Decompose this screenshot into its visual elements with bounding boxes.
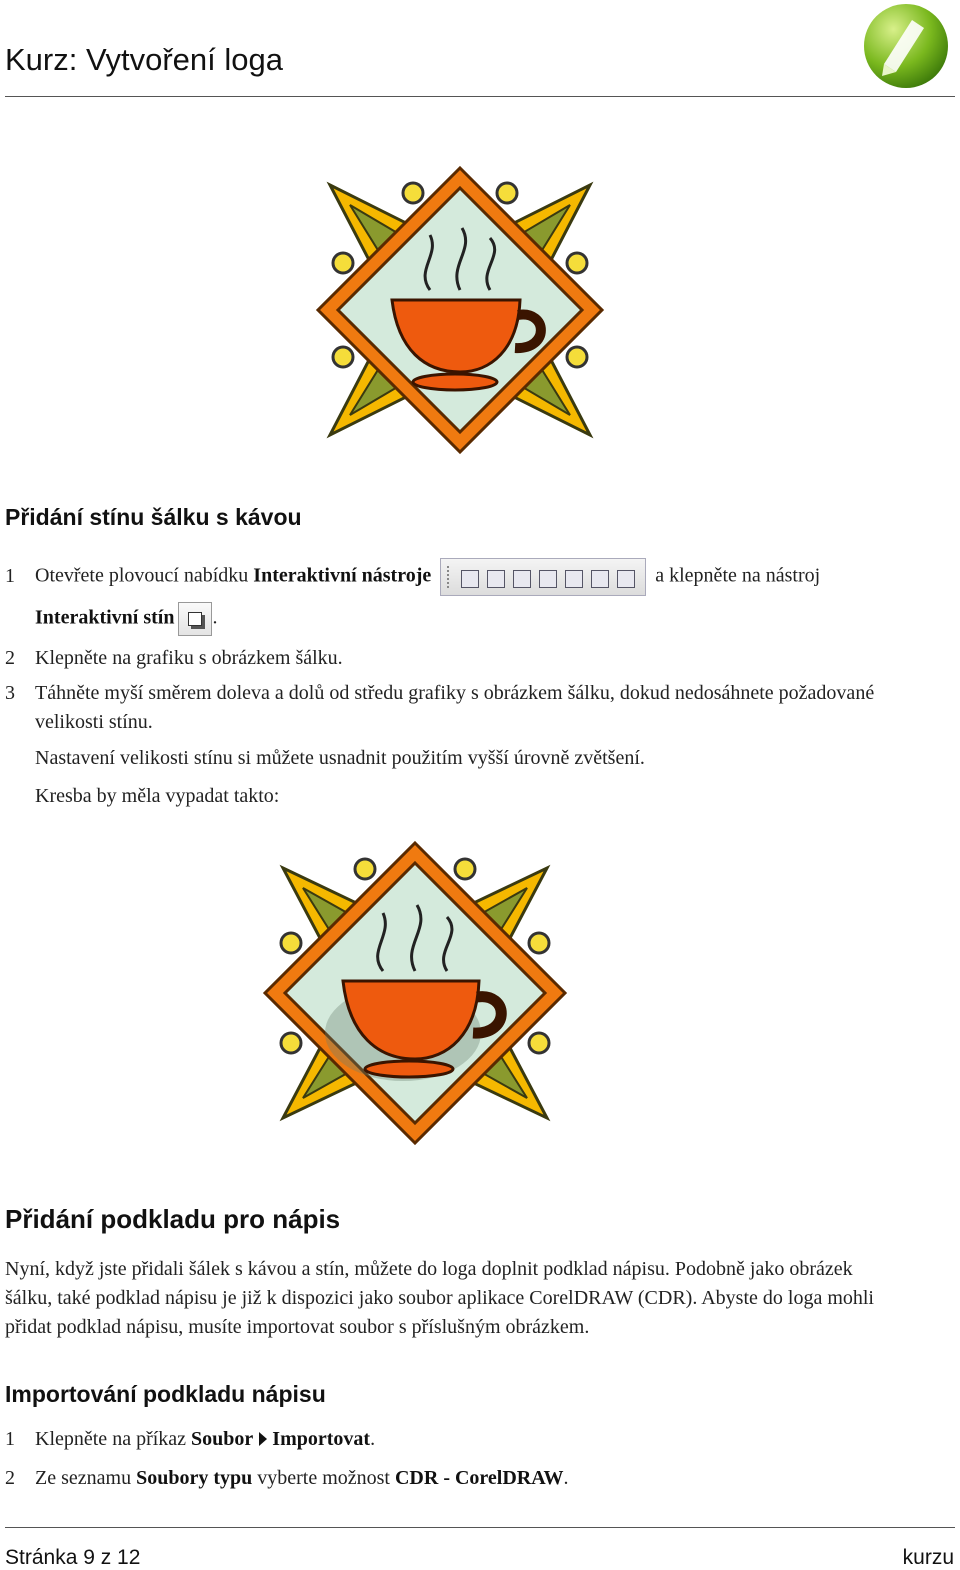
- contour-tool-icon[interactable]: [487, 570, 505, 588]
- interactive-shadow-tool-icon[interactable]: [178, 602, 212, 636]
- logo-illustration-after: [250, 835, 580, 1155]
- extrude-tool-icon[interactable]: [591, 570, 609, 588]
- footer-divider: [5, 1527, 955, 1528]
- transparency-tool-icon[interactable]: [617, 570, 635, 588]
- page-title: Kurz: Vytvoření loga: [5, 42, 283, 77]
- section-heading-shadow: Přidání stínu šálku s kávou: [5, 504, 302, 530]
- drop-shadow-tool-icon[interactable]: [539, 570, 557, 588]
- page-number: Stránka 9 z 12: [5, 1546, 141, 1569]
- step-2: 2 Klepněte na grafiku s obrázkem šálku.: [5, 647, 343, 669]
- step-3: 3 Táhněte myší směrem doleva a dolů od středu grafiky s obrázkem šálku, dokud nedosáhnete požadované velikosti stínu.: [5, 682, 875, 733]
- envelope-tool-icon[interactable]: [565, 570, 583, 588]
- import-step-2: 2 Ze seznamu Soubory typu vyberte možnost CDR - CorelDRAW.: [5, 1467, 569, 1489]
- footer-right-text: kurzu: [902, 1546, 954, 1569]
- logo-illustration-before: [300, 160, 620, 470]
- toolbar-grip-icon[interactable]: [447, 566, 453, 588]
- import-step-1: 1 Klepněte na příkaz Soubor Importovat.: [5, 1428, 376, 1450]
- header-divider: [5, 96, 955, 97]
- step-1-continued: Interaktivní stín .: [35, 602, 217, 636]
- step-1: 1 Otevřete plovoucí nabídku Interaktivní nástroje a klepněte na nástroj: [5, 558, 955, 596]
- tip-text: Nastavení velikosti stínu si můžete usnadnit použitím vyšší úrovně zvětšení.: [35, 747, 645, 769]
- section-heading-label-background: Přidání podkladu pro nápis: [5, 1204, 341, 1234]
- section-heading-import: Importování podkladu nápisu: [5, 1381, 326, 1407]
- menu-arrow-icon: [259, 1432, 267, 1446]
- section2-paragraph: Nyní, když jste přidali šálek s kávou a stín, můžete do loga doplnit podklad nápisu. Podobně jako obrázek šálku, také podklad nápisu je již k dispozici jako soubor aplikace CorelDRAW (CDR). Abyste do loga mohli přidat podklad nápisu, musíte importovat soubor s příslušným obrázkem.: [5, 1258, 874, 1338]
- result-caption: Kresba by měla vypadat takto:: [35, 785, 280, 807]
- blend-tool-icon[interactable]: [461, 570, 479, 588]
- interactive-tools-toolbar[interactable]: [440, 558, 646, 596]
- distort-tool-icon[interactable]: [513, 570, 531, 588]
- coreldraw-logo-icon: [862, 2, 950, 90]
